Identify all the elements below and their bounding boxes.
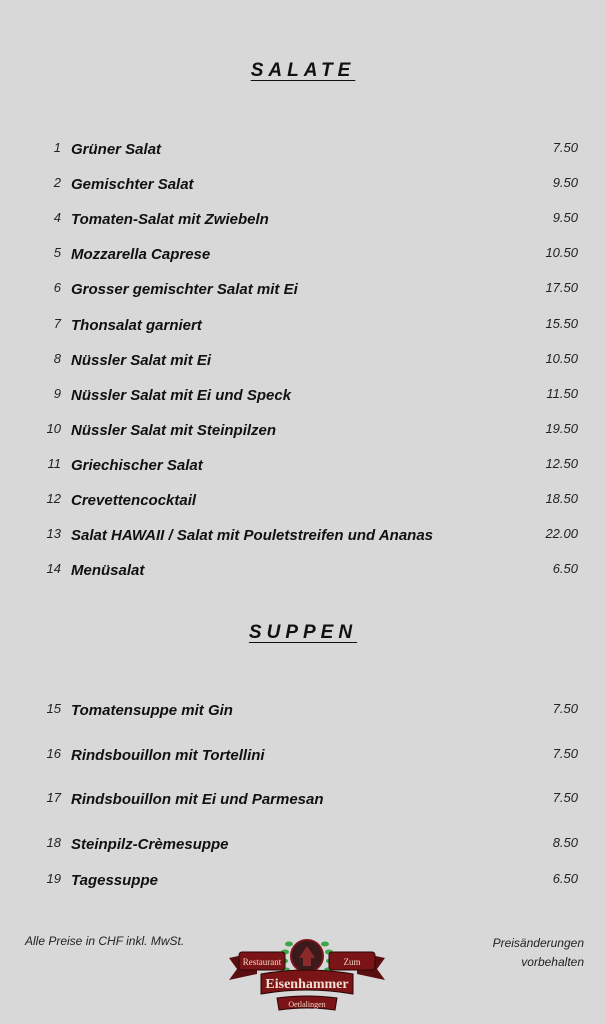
price-change-note <box>444 934 584 972</box>
menu-item <box>0 421 606 443</box>
price-note: Alle Preise in CHF inkl. MwSt. <box>25 934 185 948</box>
item-name: Mozzarella Caprese <box>71 246 211 264</box>
item-number: 13 <box>46 526 61 542</box>
item-number: 12 <box>46 491 61 506</box>
menu-item <box>0 526 606 548</box>
item-price: 7.50 <box>552 140 578 155</box>
menu-item <box>0 210 606 232</box>
item-price: 17.50 <box>545 280 578 296</box>
item-number: 14 <box>46 561 61 577</box>
item-price: 7.50 <box>552 701 578 716</box>
item-price: 9.50 <box>552 175 578 191</box>
item-price: 11.50 <box>546 385 578 401</box>
item-number: 18 <box>46 835 61 850</box>
item-name: Nüssler Salat mit Steinpilzen <box>71 421 277 439</box>
menu-item <box>0 456 606 478</box>
item-price: 22.00 <box>545 526 578 542</box>
item-number: 6 <box>53 280 61 296</box>
item-price: 6.50 <box>552 561 578 577</box>
menu-item <box>0 491 606 513</box>
item-number: 9 <box>53 385 61 401</box>
logo-place: Oetlalingen <box>288 1000 326 1009</box>
item-number: 17 <box>46 790 61 805</box>
item-number: 4 <box>53 210 61 226</box>
item-name: Salat HAWAII / Salat mit Pouletstreifen und Ananas <box>71 527 434 545</box>
item-name: Griechischer Salat <box>71 456 203 474</box>
item-name: Gemischter Salat <box>71 176 194 194</box>
logo-banner-right: Zum <box>343 957 361 967</box>
salate-heading: SALATE <box>250 60 356 81</box>
suppen-heading: SUPPEN <box>248 622 358 643</box>
item-number: 11 <box>47 455 61 471</box>
item-name: Tagessuppe <box>71 872 158 889</box>
item-number: 1 <box>53 140 61 155</box>
price-change-line1: Preisänderungen <box>492 936 584 950</box>
menu-item <box>0 701 606 723</box>
item-price: 10.50 <box>545 245 578 261</box>
menu-item <box>0 316 606 338</box>
item-price: 18.50 <box>545 491 578 506</box>
menu-item <box>0 835 606 857</box>
item-name: Tomaten-Salat mit Zwiebeln <box>71 211 269 229</box>
item-name: Grosser gemischter Salat mit Ei <box>71 281 298 299</box>
item-number: 16 <box>46 746 61 761</box>
item-number: 15 <box>46 701 61 716</box>
item-number: 19 <box>46 871 61 886</box>
menu-item <box>0 245 606 267</box>
menu-item <box>0 351 606 373</box>
item-price: 7.50 <box>552 746 578 761</box>
menu-item <box>0 871 606 893</box>
item-name: Grüner Salat <box>71 141 162 158</box>
item-price: 7.50 <box>552 790 578 805</box>
item-number: 5 <box>53 245 61 261</box>
menu-item <box>0 561 606 583</box>
item-price: 6.50 <box>552 871 578 886</box>
item-number: 10 <box>46 420 61 436</box>
item-name: Nüssler Salat mit Ei <box>71 351 212 369</box>
menu-item <box>0 790 606 812</box>
item-price: 9.50 <box>552 210 578 226</box>
restaurant-logo <box>227 928 387 1020</box>
item-price: 15.50 <box>545 315 578 331</box>
item-price: 12.50 <box>545 455 578 471</box>
item-name: Menüsalat <box>71 562 145 580</box>
menu-item <box>0 386 606 408</box>
item-price: 19.50 <box>545 420 578 436</box>
item-number: 2 <box>53 175 61 191</box>
logo-banner-left: Restaurant <box>242 957 282 967</box>
item-name: Crevettencocktail <box>71 492 197 509</box>
item-price: 10.50 <box>545 350 578 366</box>
item-name: Tomatensuppe mit Gin <box>71 702 233 719</box>
item-price: 8.50 <box>552 835 578 850</box>
price-change-line2: vorbehalten <box>521 955 584 969</box>
item-name: Rindsbouillon mit Tortellini <box>71 747 265 764</box>
item-name: Nüssler Salat mit Ei und Speck <box>71 386 292 404</box>
item-name: Steinpilz-Crèmesuppe <box>71 836 229 853</box>
menu-item <box>0 280 606 302</box>
logo-name: Eisenhammer <box>265 977 349 992</box>
item-number: 7 <box>53 315 61 331</box>
menu-item <box>0 140 606 162</box>
item-name: Thonsalat garniert <box>71 316 202 334</box>
menu-item <box>0 175 606 197</box>
item-number: 8 <box>53 350 61 366</box>
menu-item <box>0 746 606 768</box>
item-name: Rindsbouillon mit Ei und Parmesan <box>71 791 324 808</box>
